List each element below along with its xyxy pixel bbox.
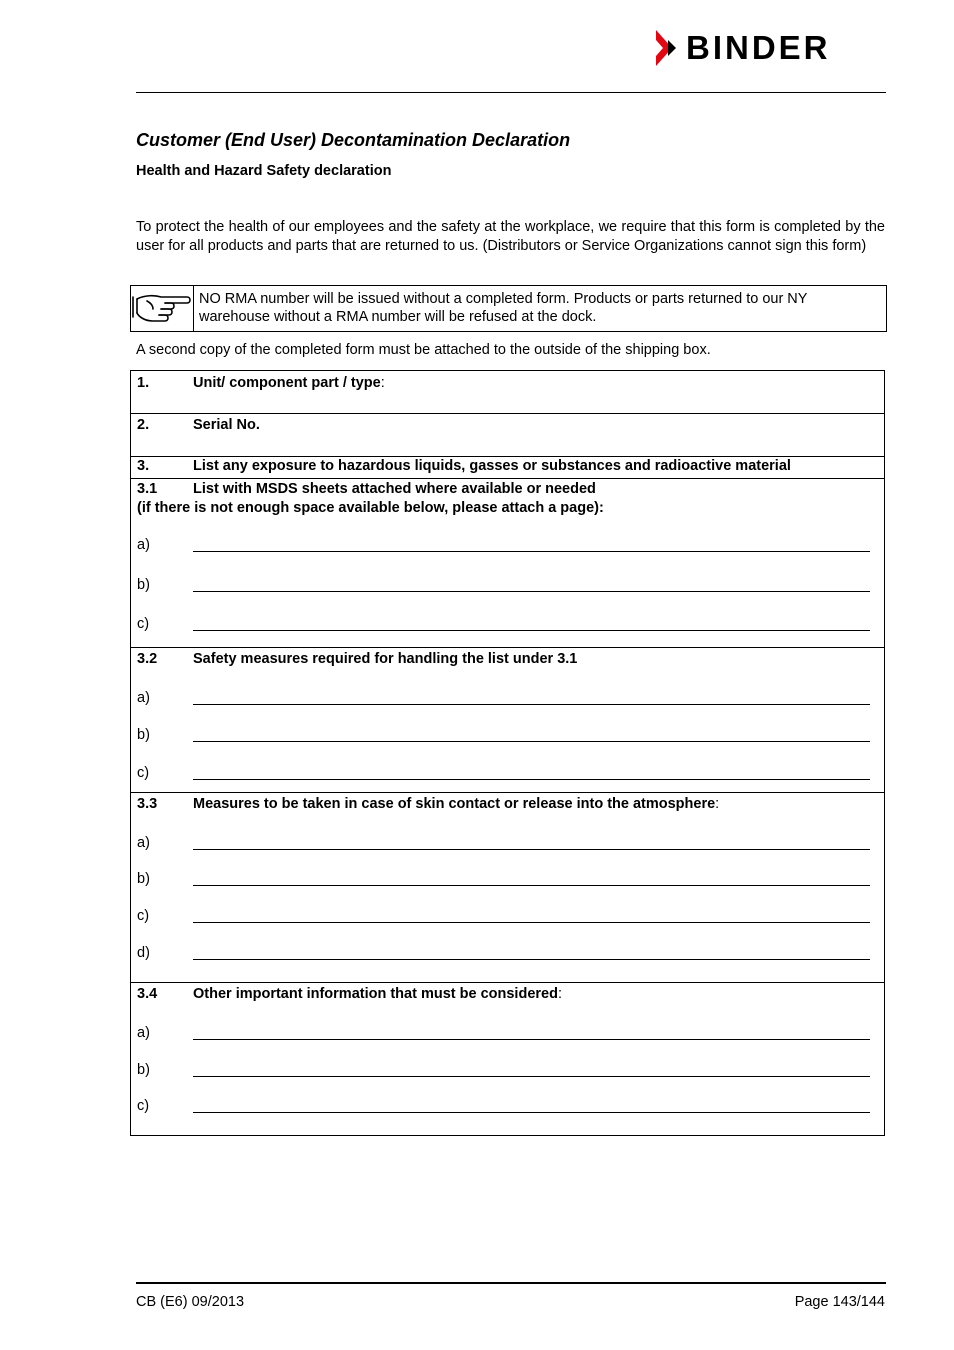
msds-line-b[interactable]	[131, 577, 884, 597]
header-rule	[136, 92, 886, 93]
binder-arrow-icon	[654, 30, 684, 66]
pointing-hand-icon	[131, 289, 193, 329]
other-line-c[interactable]	[131, 1098, 884, 1118]
other-line-a[interactable]	[131, 1025, 884, 1045]
safety-line-b[interactable]	[131, 727, 884, 747]
item-letter: b)	[137, 1062, 150, 1078]
msds-line-a[interactable]	[131, 537, 884, 557]
label-suffix: :	[557, 986, 562, 1002]
binder-logo	[654, 30, 831, 66]
msds-line-c[interactable]	[131, 616, 884, 636]
blank-line[interactable]	[193, 779, 870, 780]
item-letter: a)	[137, 537, 150, 553]
notice-icon-cell	[131, 286, 194, 331]
blank-line[interactable]	[193, 849, 870, 850]
section-number: 3.	[137, 458, 150, 474]
section-number: 3.4	[137, 986, 158, 1002]
section-label: List with MSDS sheets attached where available or needed	[193, 481, 596, 497]
section-number: 2.	[137, 417, 150, 433]
skin-line-b[interactable]	[131, 871, 884, 891]
page-subtitle: Health and Hazard Safety declaration	[136, 163, 392, 179]
skin-line-a[interactable]	[131, 835, 884, 855]
declaration-form	[130, 370, 885, 1136]
section-safety-measures	[131, 647, 884, 793]
section-label: Unit/ component part / type	[193, 375, 381, 391]
section-note: (if there is not enough space available below, please attach a page):	[137, 500, 604, 516]
blank-line[interactable]	[193, 922, 870, 923]
section-label: Serial No.	[193, 417, 260, 433]
blank-line[interactable]	[193, 885, 870, 886]
item-letter: b)	[137, 577, 150, 593]
label-suffix: :	[715, 796, 720, 812]
blank-line[interactable]	[193, 630, 870, 631]
item-letter: c)	[137, 616, 150, 632]
skin-line-c[interactable]	[131, 908, 884, 928]
section-skin-contact	[131, 792, 884, 983]
footer-rule	[136, 1282, 886, 1284]
other-line-b[interactable]	[131, 1062, 884, 1082]
brand-name: BINDER	[686, 29, 831, 66]
section-label: List any exposure to hazardous liquids, gasses or substances and radioactive material	[193, 458, 791, 474]
section-serial[interactable]	[131, 413, 884, 457]
item-letter: b)	[137, 727, 150, 743]
section-unit[interactable]	[131, 371, 884, 414]
blank-line[interactable]	[193, 704, 870, 705]
blank-line[interactable]	[193, 741, 870, 742]
copy-note: A second copy of the completed form must be attached to the outside of the shipping box.	[136, 342, 711, 358]
blank-line[interactable]	[193, 551, 870, 552]
item-letter: a)	[137, 690, 150, 706]
item-letter: a)	[137, 1025, 150, 1041]
section-number: 3.2	[137, 651, 158, 667]
blank-line[interactable]	[193, 1076, 870, 1077]
blank-line[interactable]	[193, 1112, 870, 1113]
blank-line[interactable]	[193, 959, 870, 960]
section-exposure	[131, 456, 884, 479]
item-letter: c)	[137, 765, 150, 781]
label-suffix: :	[380, 375, 385, 391]
blank-line[interactable]	[193, 591, 870, 592]
section-number: 1.	[137, 375, 150, 391]
section-number: 3.1	[137, 481, 158, 497]
section-number: 3.3	[137, 796, 158, 812]
item-letter: a)	[137, 835, 150, 851]
item-letter: c)	[137, 1098, 150, 1114]
section-msds	[131, 478, 884, 648]
item-letter: c)	[137, 908, 150, 924]
section-label: Other important information that must be considered	[193, 986, 558, 1002]
notice-text: NO RMA number will be issued without a completed form. Products or parts returned to our NY warehouse without a RMA number will be refused at the dock.	[199, 291, 808, 325]
intro-paragraph: To protect the health of our employees and the safety at the workplace, we require that this form is completed by the user for all products and parts that are returned to us. (Distributors or Service Organizations cannot sign this form)	[136, 219, 885, 254]
skin-line-d[interactable]	[131, 945, 884, 965]
page-number: Page 143/144	[794, 1294, 885, 1310]
blank-line[interactable]	[193, 1039, 870, 1040]
safety-line-c[interactable]	[131, 765, 884, 785]
item-letter: b)	[137, 871, 150, 887]
document-code: CB (E6) 09/2013	[136, 1294, 245, 1310]
section-label: Safety measures required for handling the list under 3.1	[193, 651, 578, 667]
section-other-info	[131, 982, 884, 1136]
item-letter: d)	[137, 945, 150, 961]
section-label: Measures to be taken in case of skin contact or release into the atmosphere	[193, 796, 716, 812]
notice-box	[130, 285, 887, 332]
page-title: Customer (End User) Decontamination Declaration	[136, 130, 571, 150]
safety-line-a[interactable]	[131, 690, 884, 710]
